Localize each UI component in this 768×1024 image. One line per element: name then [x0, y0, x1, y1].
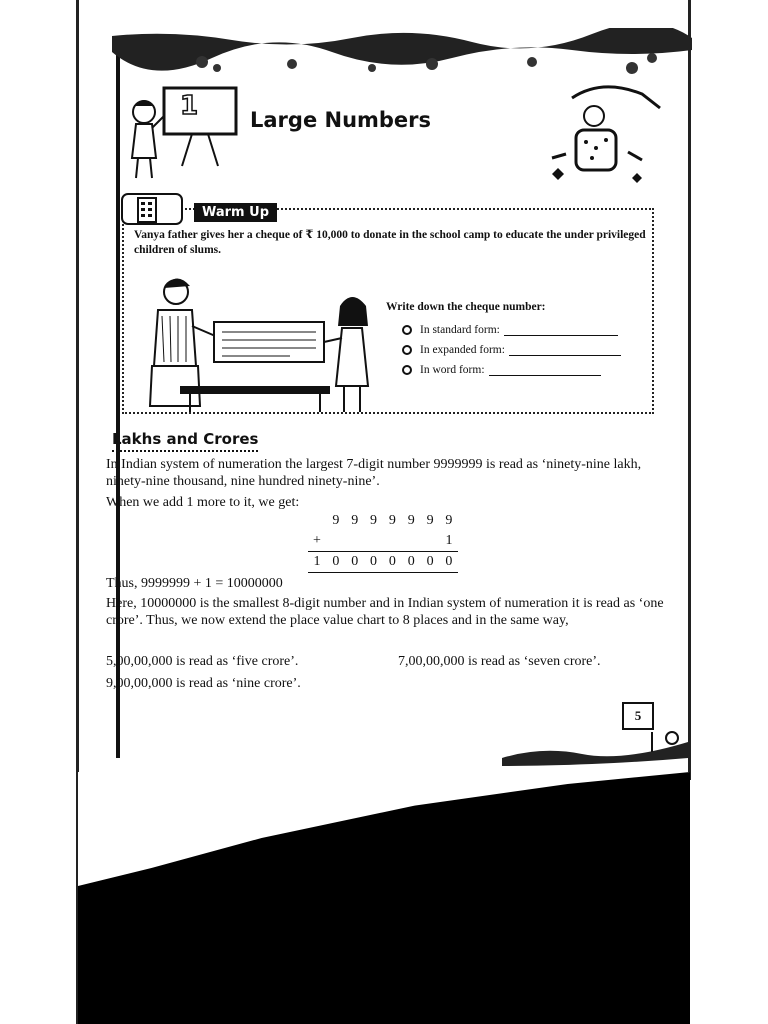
digit: 9 [332, 513, 340, 528]
book-character-illustration [532, 78, 662, 188]
answer-blank[interactable] [509, 345, 621, 356]
digit: 0 [351, 554, 359, 569]
task-word-form [402, 360, 621, 380]
digit: 0 [407, 554, 415, 569]
task-label: In word form: [420, 364, 485, 376]
example-five-crore: 5,00,00,000 is read as ‘five crore’. [106, 654, 299, 669]
circle-bullet-icon [402, 325, 412, 335]
task-list [402, 320, 621, 380]
chapter-number: 1 [180, 91, 199, 121]
task-expanded-form [402, 340, 621, 360]
digit: 9 [370, 513, 378, 528]
digit: 9 [407, 513, 415, 528]
paragraph-one-crore: Here, 10000000 is the smallest 8-digit number and in Indian system of numeration it is read as ‘one crore’. Thus, we now extend the place value chart to 8 places and in the same way, [106, 596, 664, 628]
circle-bullet-icon [402, 365, 412, 375]
circle-bullet-icon [402, 345, 412, 355]
task-heading: Write down the cheque number: [386, 301, 546, 313]
digit: 0 [445, 554, 453, 569]
thus-line: Thus, 9999999 + 1 = 10000000 [106, 576, 283, 591]
task-label: In expanded form: [420, 344, 505, 356]
example-seven-crore: 7,00,00,000 is read as ‘seven crore’. [398, 654, 601, 669]
section-heading: Lakhs and Crores [112, 430, 258, 452]
task-standard-form [402, 320, 621, 340]
warm-up-text: Vanya father gives her a cheque of ₹ 10,000 to donate in the school camp to educate the under privileged children of slums. [134, 229, 646, 256]
page-number: 5 [622, 702, 654, 730]
digit: 0 [370, 554, 378, 569]
cheque-handover-illustration [130, 266, 370, 414]
page-border [116, 38, 120, 758]
plus-sign: + [313, 533, 321, 548]
digit: 0 [332, 554, 340, 569]
paragraph-add-one: When we add 1 more to it, we get: [106, 495, 300, 510]
result-row [308, 552, 458, 573]
answer-blank[interactable] [489, 365, 601, 376]
scan-right-edge [688, 0, 691, 780]
digit: 9 [351, 513, 359, 528]
digit: 1 [445, 533, 453, 548]
digit: 0 [426, 554, 434, 569]
addend-row [308, 511, 458, 531]
digit: 9 [388, 513, 396, 528]
chapter-title: Large Numbers [250, 108, 432, 132]
warm-up-label: Warm Up [194, 203, 277, 222]
addition-calculation [308, 511, 458, 573]
digit: 9 [445, 513, 453, 528]
digit: 0 [388, 554, 396, 569]
example-nine-crore: 9,00,00,000 is read as ‘nine crore’. [106, 676, 301, 691]
paragraph-largest-7-digit: In Indian system of numeration the largest 7-digit number 9999999 is read as ‘ninety-nine lakh, ninety-nine thousand, nine hundred ninety-nine’. [106, 457, 642, 489]
digit: 9 [426, 513, 434, 528]
textbook-page [82, 28, 688, 772]
digit: 1 [313, 554, 321, 569]
task-label: In standard form: [420, 324, 500, 336]
foliage-footer-illustration [502, 728, 688, 768]
plus-row [308, 531, 458, 552]
answer-blank[interactable] [504, 325, 618, 336]
